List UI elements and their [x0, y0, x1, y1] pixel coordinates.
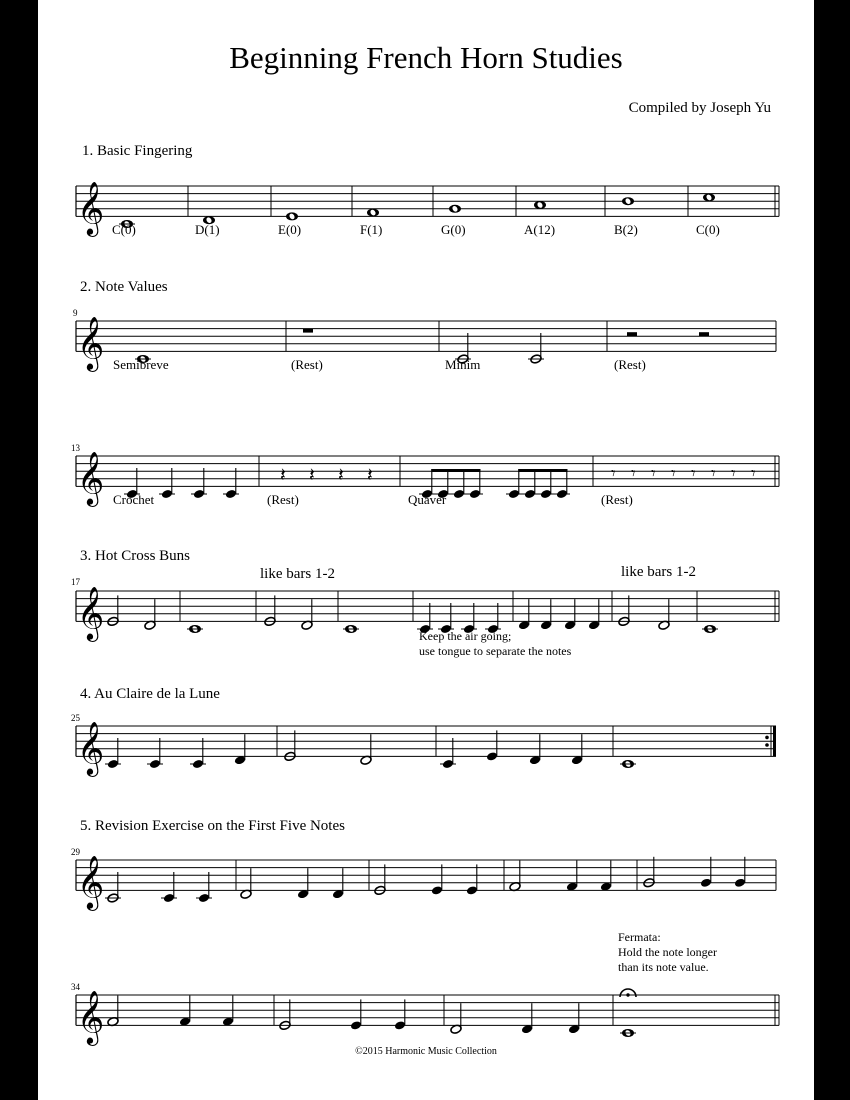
treble-clef: 𝄞	[77, 585, 105, 640]
treble-clef: 𝄞	[77, 989, 105, 1044]
fingering-label: G(0)	[441, 222, 466, 237]
section-heading: 5. Revision Exercise on the First Five Notes	[80, 818, 345, 834]
section-heading: 2. Note Values	[80, 279, 168, 295]
eighth-rest: 𝄾	[671, 463, 676, 484]
measure-number: 25	[71, 713, 80, 723]
fingering-label: A(12)	[524, 222, 556, 237]
repeat-dot	[765, 736, 769, 740]
quarter-rest: 𝄽	[367, 463, 373, 486]
half-rest	[627, 332, 637, 336]
note-value-label: Quaver	[408, 492, 447, 507]
fingering-label: E(0)	[278, 222, 302, 237]
note-value-label: Minim	[445, 357, 481, 372]
treble-clef: 𝄞	[77, 720, 105, 775]
treble-clef: 𝄞	[77, 315, 105, 370]
eighth-rest: 𝄾	[731, 463, 736, 484]
copyright: ©2015 Harmonic Music Collection	[355, 1046, 497, 1057]
composer-credit: Compiled by Joseph Yu	[628, 100, 771, 116]
fingering-label: B(2)	[614, 222, 638, 237]
treble-clef: 𝄞	[77, 180, 105, 235]
section-heading: 4. Au Claire de la Lune	[80, 686, 220, 702]
quarter-rest: 𝄽	[280, 463, 286, 486]
treble-clef: 𝄞	[77, 854, 105, 909]
fingering-label: D(1)	[195, 222, 220, 237]
eighth-rest: 𝄾	[651, 463, 656, 484]
quarter-rest: 𝄽	[309, 463, 315, 486]
whole-rest	[303, 329, 313, 333]
fingering-label: C(0)	[696, 222, 720, 237]
annotation-air: Keep the air going;	[419, 629, 512, 643]
eighth-rest: 𝄾	[631, 463, 636, 484]
note-value-label: (Rest)	[601, 492, 633, 507]
fingering-label: C(0)	[112, 222, 136, 237]
score-title: Beginning French Horn Studies	[229, 40, 623, 75]
annotation-like-bars: like bars 1-2	[621, 564, 696, 580]
section-heading: 1. Basic Fingering	[82, 143, 193, 159]
measure-number: 34	[71, 982, 80, 992]
measure-number: 29	[71, 847, 80, 857]
annotation-fermata: Hold the note longer	[618, 945, 717, 959]
fermata-dot	[626, 993, 629, 996]
measure-number: 17	[71, 577, 80, 587]
note-value-label: (Rest)	[291, 357, 323, 372]
fingering-label: F(1)	[360, 222, 383, 237]
score-page	[38, 0, 814, 1100]
annotation-air: use tongue to separate the notes	[419, 644, 572, 658]
annotation-like-bars: like bars 1-2	[260, 566, 335, 582]
half-rest	[699, 332, 709, 336]
measure-number: 9	[73, 308, 78, 318]
note-value-label: Crochet	[113, 492, 155, 507]
repeat-dot	[765, 743, 769, 747]
eighth-rest: 𝄾	[711, 463, 716, 484]
eighth-rest: 𝄾	[611, 463, 616, 484]
quarter-rest: 𝄽	[338, 463, 344, 486]
measure-number: 13	[71, 443, 80, 453]
eighth-rest: 𝄾	[691, 463, 696, 484]
note-value-label: Semibreve	[113, 357, 169, 372]
note-value-label: (Rest)	[614, 357, 646, 372]
eighth-rest: 𝄾	[751, 463, 756, 484]
annotation-fermata: than its note value.	[618, 960, 709, 974]
beam	[518, 469, 567, 472]
section-heading: 3. Hot Cross Buns	[80, 548, 191, 564]
note-value-label: (Rest)	[267, 492, 299, 507]
beam	[431, 469, 480, 472]
annotation-fermata: Fermata:	[618, 930, 661, 944]
treble-clef: 𝄞	[77, 450, 105, 505]
